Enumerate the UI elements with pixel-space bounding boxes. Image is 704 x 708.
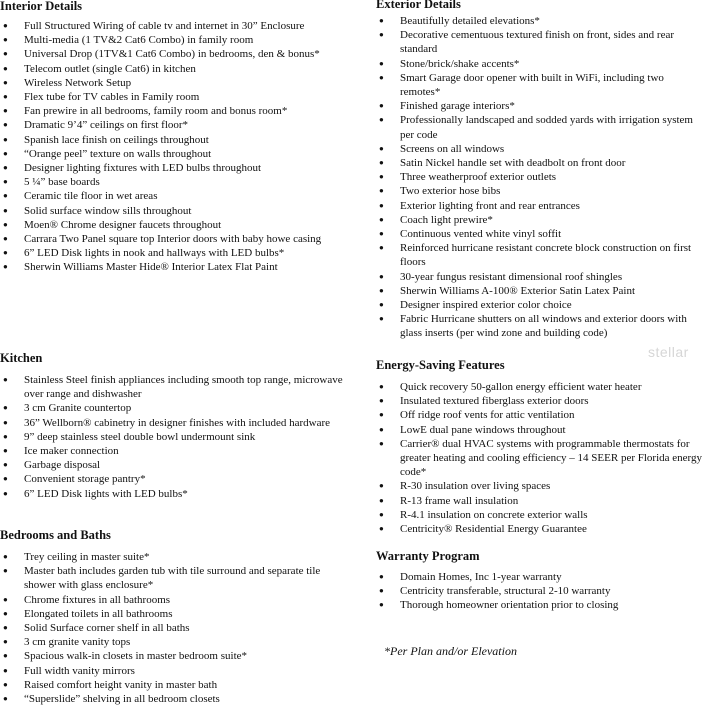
list-item	[0, 550, 350, 564]
list-item	[376, 423, 704, 437]
list-item	[376, 184, 704, 198]
list-item-text: 3 cm Granite countertop	[24, 402, 132, 415]
list-item-text: Trey ceiling in master suite*	[24, 551, 150, 563]
list-item	[376, 227, 704, 241]
bullet-icon: ●	[379, 481, 384, 491]
list-item	[0, 472, 350, 486]
list-item	[376, 14, 704, 28]
list-item	[376, 312, 704, 340]
bullet-icon: ●	[379, 271, 384, 281]
kitchen-section	[0, 350, 350, 501]
bullet-icon: ●	[3, 694, 8, 704]
list-item-text: Satin Nickel handle set with deadbolt on front door	[400, 157, 626, 170]
list-item-text: Raised comfort height vanity in master bath	[24, 678, 218, 691]
list-item-text: “Superslide” shelving in all bedroom closets	[24, 693, 220, 706]
list-item	[0, 678, 350, 692]
list-item	[0, 621, 350, 635]
bullet-icon: ●	[3, 566, 8, 576]
bullet-icon: ●	[379, 16, 384, 25]
list-item	[0, 76, 350, 90]
bullet-icon: ●	[379, 143, 384, 153]
list-item	[376, 270, 704, 284]
exterior-details-section	[376, 0, 704, 341]
exterior-details-heading: Exterior Details	[376, 0, 461, 11]
bullet-icon: ●	[3, 403, 8, 413]
bedrooms-baths-list	[0, 550, 350, 706]
bullet-icon: ●	[3, 608, 8, 618]
list-item	[0, 175, 350, 189]
list-item	[376, 99, 704, 113]
bullet-icon: ●	[3, 219, 8, 229]
list-item	[0, 19, 350, 33]
list-item-text: Stainless Steel finish appliances including smooth top range, microwave over range and dishwasher	[24, 374, 343, 401]
bedrooms-baths-section	[0, 527, 350, 706]
list-item	[0, 692, 350, 706]
bullet-icon: ●	[3, 474, 8, 484]
list-item-text: Centricity® Residential Energy Guarantee	[400, 523, 587, 536]
energy-saving-heading: Energy-Saving Features	[376, 358, 505, 372]
list-item-text: Stone/brick/shake accents*	[400, 57, 520, 70]
list-item	[376, 142, 704, 156]
list-item	[376, 508, 704, 522]
list-item-text: Garbage disposal	[24, 459, 101, 472]
list-item-text: Wireless Network Setup	[24, 76, 132, 89]
list-item	[0, 260, 350, 274]
list-item-text: LowE dual pane windows throughout	[400, 423, 566, 436]
interior-details-section	[0, 0, 350, 275]
list-item	[376, 199, 704, 213]
list-item	[0, 104, 350, 118]
list-item-text: Three weatherproof exterior outlets	[400, 171, 557, 184]
list-item	[0, 635, 350, 649]
bullet-icon: ●	[3, 134, 8, 144]
list-item-text: Solid surface window sills throughout	[24, 204, 192, 217]
list-item-text: Master bath includes garden tub with tile surround and separate tile shower with glass enclosure*	[24, 565, 321, 592]
list-item	[0, 147, 350, 161]
list-item-text: Convenient storage pantry*	[24, 473, 146, 486]
bullet-icon: ●	[379, 424, 384, 434]
list-item-text: Moen® Chrome designer faucets throughout	[24, 218, 222, 231]
list-item-text: Domain Homes, Inc 1-year warranty	[400, 571, 562, 583]
list-item-text: Smart Garage door opener with built in WiFi, including two remotes*	[400, 71, 664, 99]
bullet-icon: ●	[379, 572, 384, 581]
list-item-text: Insulated textured fiberglass exterior doors	[400, 395, 589, 408]
list-item	[376, 71, 704, 99]
list-item-text: R-30 insulation over living spaces	[400, 480, 551, 493]
list-item	[0, 401, 350, 415]
list-item	[0, 416, 350, 430]
bullet-icon: ●	[3, 49, 8, 59]
list-item	[376, 156, 704, 170]
list-item	[0, 649, 350, 663]
list-item-text: 36” Wellborn® cabinetry in designer finishes with included hardware	[24, 416, 331, 429]
bullet-icon: ●	[3, 163, 8, 173]
list-item	[376, 241, 704, 269]
bullet-icon: ●	[379, 115, 384, 125]
bullet-icon: ●	[379, 58, 384, 68]
list-item	[376, 408, 704, 422]
list-item-text: 6” LED Disk lights in nook and hallways with LED bulbs*	[24, 247, 285, 260]
list-item-text: Designer inspired exterior color choice	[400, 299, 572, 312]
list-item	[376, 570, 704, 584]
warranty-list	[376, 570, 704, 613]
bullet-icon: ●	[3, 431, 8, 441]
kitchen-list	[0, 373, 350, 501]
list-item-text: Spanish lace finish on ceilings throughout	[24, 133, 209, 146]
list-item	[376, 522, 704, 536]
list-item	[0, 664, 350, 678]
list-item	[0, 564, 350, 592]
list-item	[0, 232, 350, 246]
bullet-icon: ●	[379, 158, 384, 168]
list-item-text: Full width vanity mirrors	[24, 664, 135, 677]
list-item	[376, 494, 704, 508]
bullet-icon: ●	[3, 248, 8, 258]
interior-details-list	[0, 19, 350, 275]
list-item-text: Exterior lighting front and rear entrances	[400, 199, 580, 212]
list-item	[0, 444, 350, 458]
bullet-icon: ●	[3, 191, 8, 201]
list-item	[0, 161, 350, 175]
bullet-icon: ●	[379, 30, 384, 40]
energy-saving-section	[376, 357, 704, 536]
list-item-text: Ceramic tile floor in wet areas	[24, 190, 158, 203]
list-item	[0, 189, 350, 203]
bullet-icon: ●	[3, 665, 8, 675]
list-item-text: “Orange peel” texture on walls throughout	[24, 147, 212, 160]
list-item	[0, 33, 350, 47]
bullet-icon: ●	[379, 495, 384, 505]
bullet-icon: ●	[379, 285, 384, 295]
list-item-text: Chrome fixtures in all bathrooms	[24, 593, 171, 606]
list-item	[376, 113, 704, 141]
bullet-icon: ●	[3, 651, 8, 661]
list-item-text: 3 cm granite vanity tops	[24, 636, 131, 649]
list-item	[0, 204, 350, 218]
bullet-icon: ●	[3, 106, 8, 116]
bullet-icon: ●	[379, 214, 384, 224]
bullet-icon: ●	[379, 243, 384, 253]
list-item	[376, 284, 704, 298]
list-item	[0, 118, 350, 132]
bullet-icon: ●	[3, 148, 8, 158]
bullet-icon: ●	[3, 63, 8, 73]
list-item	[376, 298, 704, 312]
bullet-icon: ●	[3, 205, 8, 215]
bullet-icon: ●	[379, 410, 384, 420]
list-item-text: Professionally landscaped and sodded yards with irrigation system per code	[400, 114, 693, 141]
list-item-text: Sherwin Williams Master Hide® Interior Latex Flat Paint	[24, 261, 278, 274]
bullet-icon: ●	[379, 172, 384, 182]
bullet-icon: ●	[3, 552, 8, 561]
list-item-text: Continuous vented white vinyl soffit	[400, 228, 562, 241]
bullet-icon: ●	[3, 92, 8, 102]
list-item-text: Two exterior hose bibs	[400, 185, 501, 198]
list-item-text: Carrier® dual HVAC systems with programmable thermostats for greater heating and cooling efficiency – 14 SEER per Florida energy code*	[400, 437, 702, 479]
bullet-icon: ●	[379, 300, 384, 310]
list-item-text: Finished garage interiors*	[400, 100, 515, 113]
interior-details-heading: Interior Details	[0, 0, 83, 13]
bullet-icon: ●	[3, 679, 8, 689]
kitchen-heading: Kitchen	[0, 351, 43, 365]
list-item-text: Screens on all windows	[400, 142, 505, 155]
list-item-text: Multi-media (1 TV&2 Cat6 Combo) in family room	[24, 34, 254, 47]
list-item	[0, 62, 350, 76]
list-item	[0, 373, 350, 401]
list-item	[0, 90, 350, 104]
list-item-text: Spacious walk-in closets in master bedroom suite*	[24, 650, 248, 663]
list-item-text: Quick recovery 50-gallon energy efficient water heater	[400, 381, 642, 393]
list-item-text: Off ridge roof vents for attic ventilation	[400, 409, 575, 422]
list-item-text: R-4.1 insulation on concrete exterior walls	[400, 508, 588, 521]
bullet-icon: ●	[379, 524, 384, 534]
list-item	[376, 57, 704, 71]
bullet-icon: ●	[3, 637, 8, 647]
list-item-text: Sherwin Williams A-100® Exterior Satin Latex Paint	[400, 284, 636, 297]
bullet-icon: ●	[3, 488, 8, 498]
list-item	[0, 246, 350, 260]
list-item	[0, 458, 350, 472]
list-item	[0, 593, 350, 607]
list-item-text: Ice maker connection	[24, 445, 119, 458]
bullet-icon: ●	[379, 509, 384, 519]
list-item-text: Thorough homeowner orientation prior to closing	[400, 599, 619, 612]
bullet-icon: ●	[3, 234, 8, 244]
list-item-text: Coach light prewire*	[400, 213, 493, 226]
list-item-text: 6” LED Disk lights with LED bulbs*	[24, 487, 188, 500]
bullet-icon: ●	[3, 120, 8, 130]
warranty-heading: Warranty Program	[376, 549, 480, 563]
list-item	[376, 598, 704, 612]
bedrooms-baths-heading: Bedrooms and Baths	[0, 528, 111, 542]
list-item	[376, 437, 704, 480]
bullet-icon: ●	[3, 77, 8, 87]
bullet-icon: ●	[379, 229, 384, 239]
list-item-text: Fabric Hurricane shutters on all windows and exterior doors with glass inserts (per wind zone and building code)	[400, 313, 687, 340]
bullet-icon: ●	[3, 623, 8, 633]
bullet-icon: ●	[379, 101, 384, 111]
list-item	[376, 170, 704, 184]
bullet-icon: ●	[379, 438, 384, 448]
bullet-icon: ●	[3, 594, 8, 604]
list-item	[0, 430, 350, 444]
watermark: stellar	[648, 344, 689, 360]
bullet-icon: ●	[379, 382, 384, 391]
list-item-text: Reinforced hurricane resistant concrete block construction on first floors	[400, 242, 692, 269]
list-item	[0, 47, 350, 61]
list-item-text: Universal Drop (1TV&1 Cat6 Combo) in bedrooms, den & bonus*	[24, 48, 320, 61]
list-item	[376, 479, 704, 493]
list-item-text: Decorative cementuous textured finish on front, sides and rear standard	[400, 29, 674, 56]
list-item-text: 9” deep stainless steel double bowl undermount sink	[24, 430, 256, 443]
list-item-text: Flex tube for TV cables in Family room	[24, 91, 200, 104]
exterior-details-list	[376, 14, 704, 341]
list-item	[0, 607, 350, 621]
list-item-text: R-13 frame wall insulation	[400, 494, 519, 507]
bullet-icon: ●	[3, 262, 8, 272]
bullet-icon: ●	[379, 72, 384, 82]
energy-saving-list	[376, 380, 704, 536]
bullet-icon: ●	[3, 35, 8, 45]
bullet-icon: ●	[3, 177, 8, 187]
list-item-text: Beautifully detailed elevations*	[400, 15, 540, 27]
list-item-text: Carrara Two Panel square top Interior doors with baby howe casing	[24, 233, 322, 246]
bullet-icon: ●	[379, 186, 384, 196]
list-item	[376, 584, 704, 598]
bullet-icon: ●	[379, 600, 384, 610]
warranty-section	[376, 548, 704, 613]
list-item-text: Dramatic 9’4” ceilings on first floor*	[24, 119, 189, 132]
bullet-icon: ●	[3, 417, 8, 427]
bullet-icon: ●	[3, 460, 8, 470]
bullet-icon: ●	[3, 375, 8, 384]
list-item	[0, 133, 350, 147]
list-item-text: Solid Surface corner shelf in all baths	[24, 622, 190, 635]
list-item	[376, 394, 704, 408]
list-item	[376, 380, 704, 394]
bullet-icon: ●	[3, 21, 8, 30]
list-item	[0, 218, 350, 232]
list-item-text: 5 ¼” base boards	[24, 176, 100, 189]
list-item-text: Telecom outlet (single Cat6) in kitchen	[24, 62, 196, 75]
list-item-text: Elongated toilets in all bathrooms	[24, 607, 173, 620]
bullet-icon: ●	[379, 200, 384, 210]
list-item-text: Fan prewire in all bedrooms, family room and bonus room*	[24, 105, 288, 118]
list-item	[0, 487, 350, 501]
list-item-text: Centricity transferable, structural 2-10 warranty	[400, 585, 611, 598]
bullet-icon: ●	[3, 446, 8, 456]
bullet-icon: ●	[379, 314, 384, 324]
list-item-text: Full Structured Wiring of cable tv and internet in 30” Enclosure	[24, 20, 305, 32]
bullet-icon: ●	[379, 586, 384, 596]
list-item-text: Designer lighting fixtures with LED bulbs throughout	[24, 162, 262, 175]
bullet-icon: ●	[379, 396, 384, 406]
list-item	[376, 28, 704, 56]
list-item	[376, 213, 704, 227]
list-item-text: 30-year fungus resistant dimensional roof shingles	[400, 270, 623, 283]
footnote: *Per Plan and/or Elevation	[384, 644, 517, 658]
